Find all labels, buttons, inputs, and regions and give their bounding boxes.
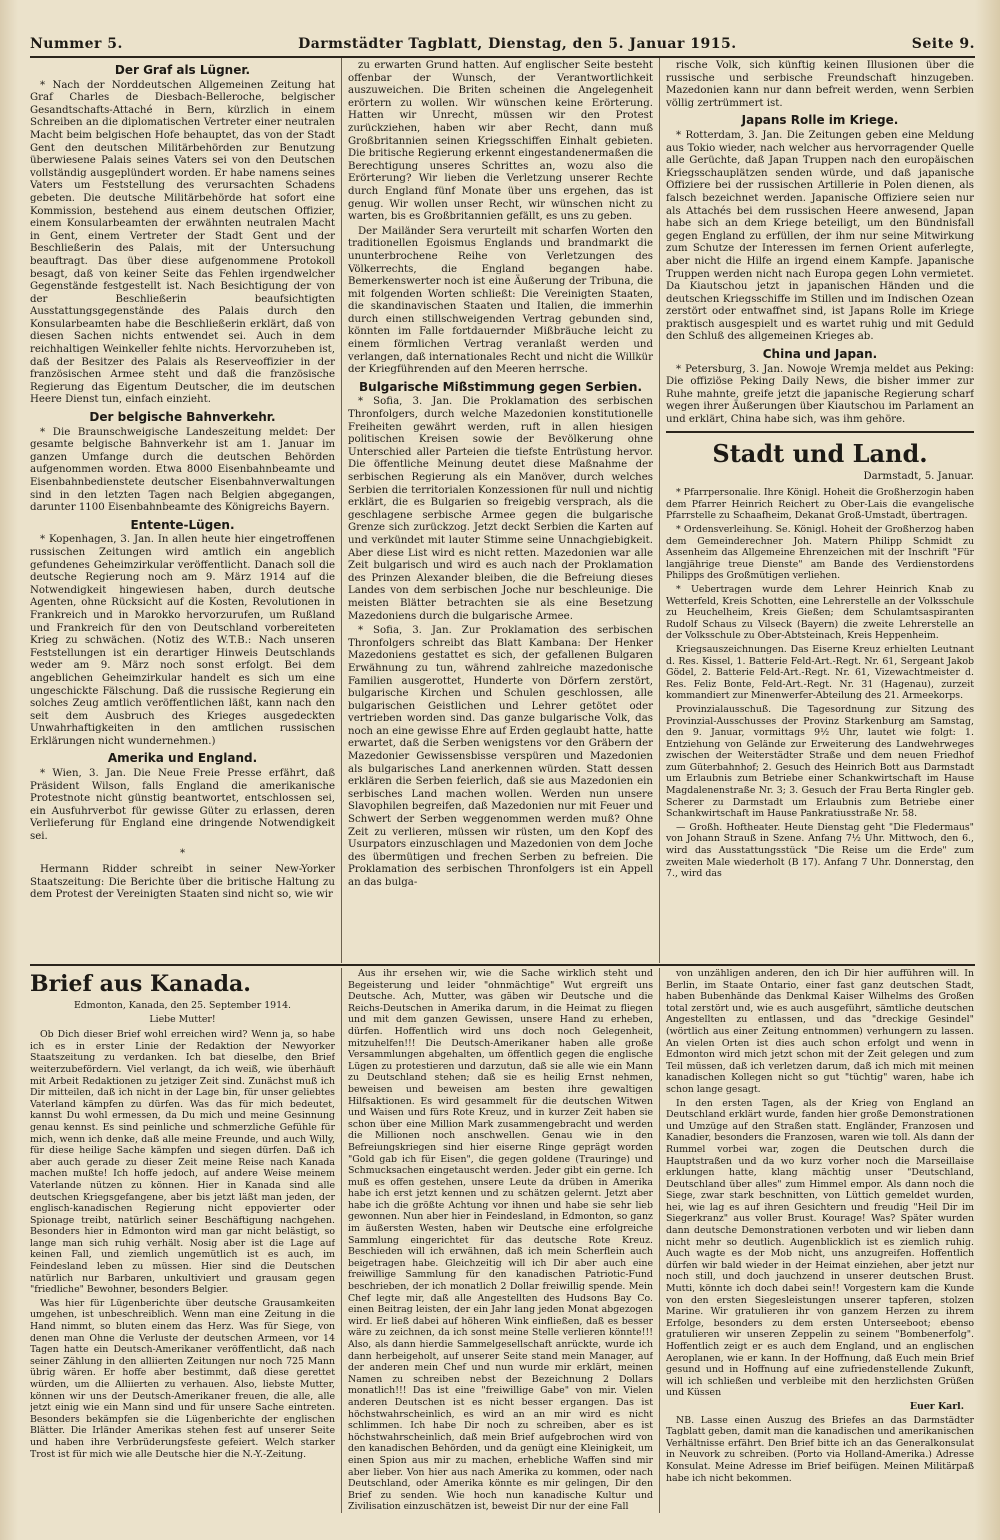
- masthead: [30, 34, 975, 54]
- masthead-rule: [30, 56, 975, 58]
- news-item: * Ordensverleihung. Se. Königl. Hoheit der Großherzog haben dem Gemeinderechner Joh. Matern Philipp Schmidt zu Assenheim das Allgemeine Ehrenzeichen mit der Inschrift "Für langjährige treue Dienste" am Bande des Verdienstordens Philipps des Großmütigen verliehen.: [666, 524, 974, 582]
- separator-star: *: [179, 847, 186, 859]
- letter-body: von unzähligen anderen, den ich Dir hier aufführen will. In Berlin, im Staate Ontario, einer fast ganz deutschen Stadt, haben Bubenhände das Denkmal Kaiser Wilhelms des Großen total zerstört und, wie es auch ausgeführt, sämtliche deutschen Angestellten zu entlassen, und das "dreckige Gesindel" (wörtlich aus einer Zeitung entnommen) verhungern zu lassen. An vielen Orten ist dies auch schon erfolgt und wenn in Edmonton wird mich jetzt schon mit der Zeit gelegen und zum Teil müssen, daß ich verletzen darum, daß ich mich mit meinen kanadischen Kollegen nicht so gut "tüchtig" waren, habe ich schon lange gesagt.: [666, 968, 974, 1095]
- letter-body: In den ersten Tagen, als der Krieg von England an Deutschland erklärt wurde, fanden hier große Demonstrationen und Umzüge auf den Straßen statt. Engländer, Franzosen und Kanadier, besonders die Franzosen, waren wie toll. Als dann der Rummel vorbei war, zogen die Deutschen durch die Hauptstraßen und da wo kurz vorher noch die Marseillaise erklungen hatte, klang mächtig unser "Deutschland, Deutschland über alles" zum Himmel empor. Als dann noch die Siege, zwar stark beschnitten, von Lüttich gemeldet wurden, hei, wie lag es auf ihren Gesichtern und freudig "Heil Dir im Siegerkranz" aus voller Brust. Kourage! Was? Später wurden dann deutsche Demonstrationen verboten und wir lieben dann nicht mehr so deutlich. Augenblicklich ist es ziemlich ruhig. Auch wagte es der Mob nicht, uns anzugreifen. Hoffentlich dürfen wir bald wieder in der Heimat einziehen, aber jetzt nur noch still, und doch jauchzend in unserer deutschen Brust. Mutti, könnte ich doch dabei sein!! Vorgestern kam die Kunde von den ersten Siegesleistungen unserer tapferen, stolzen Marine. Wir gratulieren ihr von ganzem Herzen zu ihrem Erfolge, besonders zu dem ersten Unterseeboot; ebenso gratulieren wir unseren Zeppelin zu seinem "Bombenerfolg". Hoffentlich zeigt er es auch dem England, und an englischen Aeroplanen, wie er kann. In der Hoffnung, daß Euch mein Brief gesund und in Hoffnung auf eine zufriedenstellende Zukunft, will ich schließen und verbleibe mit den herzlichsten Grüßen und Küssen: [666, 1097, 974, 1399]
- article-title: Japans Rolle im Kriege.: [741, 113, 899, 128]
- article-body: Der Mailänder Sera verurteilt mit scharfen Worten den traditionellen Egoismus Englands und brandmarkt die ununterbrochene Reihe von Verletzungen des Völkerrechts, die England begangen habe. Bemerkenswerter noch ist eine Äußerung der Tribuna, die mit folgenden Worten schließt: Die Vereinigten Staaten, die skandinavischen Staaten und Italien, die immerhin durch einen stillschweigenden Vertrag gebunden sind, könnten im Falle fortdauernder Mißbräuche leicht zu einem förmlichen Vertrag veranlaßt werden und verlangen, daß internationales Recht und nicht die Willkür der Kriegführenden auf den Meeren herrsche.: [348, 225, 653, 376]
- column-3: [666, 60, 974, 960]
- article-title: China und Japan.: [762, 347, 878, 362]
- article-title: Der belgische Bahnverkehr.: [89, 410, 276, 425]
- article-title: Amerika und England.: [107, 751, 258, 766]
- column-divider: [341, 58, 342, 963]
- letter-postscript: NB. Lasse einen Auszug des Briefes an das Darmstädter Tagblatt geben, damit man die kanadischen und amerikanischen Verhältnisse erfährt. Den Brief bitte ich an das Generalkonsulat in Neuvork zu schreiben. (Porto via Holland-Amerika.) Adresse Konsulat. Meine Adresse im Brief beifügen. Meinen Militärpaß habe ich nicht bekommen.: [666, 1414, 974, 1484]
- section-divider: [30, 964, 975, 966]
- article-body: * Sofia, 3. Jan. Die Proklamation des serbischen Thronfolgers, durch welche Mazedonien konstitutionelle Freiheiten gewährt werden, ruft in allen hiesigen politischen Kreisen sowie der Bevölkerung ohne Unterschied aller Parteien die tiefste Entrüstung hervor. Die öffentliche Meinung deutet diese Maßnahme der serbischen Regierung als ein Manöver, durch welches Serbien die territorialen Konzessionen für null und nichtig erklärt, die es Bulgarien so freigebig versprach, als die geschlagene serbische Armee gegen die bulgarische Grenze sich zurückzog. Jetzt deckt Serbien die Karten auf und verkündet mit lauter Stimme seine Unnachgiebigkeit. Aber diese List wird es nicht retten. Mazedonien war alle Zeit bulgarisch und wird es auch nach der Proklamation des Prinzen Alexander bleiben, die die Befreiung dieses Landes von dem serbischen Joche nur beschleunige. Die meisten Blätter betrachten sie als eine Besetzung Mazedoniens durch die bulgarische Armee.: [348, 396, 653, 622]
- paper-title: Darmstädter Tagblatt, Dienstag, den 5. Januar 1915.: [298, 36, 737, 52]
- column-1: [30, 60, 335, 960]
- letter-column-3: [666, 968, 974, 1513]
- letter-title: Brief aus Kanada.: [30, 971, 251, 997]
- news-item: * Uebertragen wurde dem Lehrer Heinrich Knab zu Wetterfeld, Kreis Schotten, eine Lehrerstelle an der Volksschule zu Heuchelheim, Kreis Gießen; dem Schulamtsaspiranten Rudolf Schaus zu Vilseck (Bayern) die zweite Lehrerstelle an der Volksschule zu Ober-Abtsteinach, Kreis Heppenheim.: [666, 583, 974, 642]
- article-title: Entente-Lügen.: [130, 517, 235, 532]
- letter-body: Was hier für Lügenberichte über deutsche Grausamkeiten umgehen, ist unbeschreiblich. Wenn man eine Zeitung in die Hand nimmt, so bluten einem das Herz. Was für Siege, von denen man Ohne die Verluste der deutschen Armeen, vor 14 Tagen hatte ein Deutsch-Amerikaner veröffentlicht, daß nach seiner Zählung in den alliierten Zeitungen nur noch 725 Mann übrig wären. Er hoffe aber bestimmt, daß diese gerettet würden, um die Alliierten zu verhauen. Also, liebste Mutter, können wir uns der Deutsch-Amerikaner freuen, die alle, alle jetzt einig wie ein Mann sind und für unsere Sache eintreten. Besonders bekämpfen sie die Lügenberichte der englischen Blätter. Die Irländer Amerikas stehen fest auf unserer Seite und haben ihre Verbrüderungsfeste gefeiert. Welch starker Trost ist für mich wie alle Deutsche hier die N.-Y.-Zeitung.: [30, 1297, 335, 1460]
- article-body: * Sofia, 3. Jan. Zur Proklamation des serbischen Thronfolgers schreibt das Blatt Kambana: Der Henker Mazedoniens gestattet es sich, der gefallenen Bulgaren Erwähnung zu tun, während zahlreiche mazedonische Familien ausgerottet, Hunderte von Dörfern zerstört, bulgarische Kirchen und Schulen geschlossen, alle bulgarischen Geistlichen und Lehrer getötet oder vertrieben worden sind. Das ganze bulgarische Volk, das noch an eine gewisse Ehre auf Erden geglaubt hatte, hatte erwartet, daß die Serben wenigstens vor den Gräbern der Mazedonier Gewissensbisse verspüren und Mazedonien als bulgarisches Land anerkennen würden. Statt dessen erklären die Serben feierlich, daß sie aus Mazedonien ein serbisches Land machen wollen. Werden nun unsere Slavophilen begreifen, daß Mazedonien nur mit Feuer und Schwert der Serben weggenommen werden muß? Ohne Zeit zu verlieren, müssen wir rüsten, um den Kopf des Usurpators einzuschlagen und Mazedonien von dem Joche des übermütigen und frechen Serben zu befreien. Die Proklamation des serbischen Thronfolgers ist ein Appell an das bulga-: [348, 625, 653, 888]
- column-2: [348, 60, 653, 960]
- news-item: — Großh. Hoftheater. Heute Dienstag geht "Die Fledermaus" von Johann Strauß in Szene. Anfang 7½ Uhr. Mittwoch, den 6., wird das Ausstattungsstück "Die Reise um die Erde" zum zweiten Male wiederholt (B 17). Anfang 7 Uhr. Donnerstag, den 7., wird das: [666, 821, 974, 880]
- letter-signature: Euer Karl.: [909, 1400, 964, 1412]
- column-divider: [659, 968, 660, 1513]
- article-body: * Petersburg, 3. Jan. Nowoje Wremja meldet aus Peking: Die offiziöse Peking Daily News, die bisher immer zur Ruhe mahnte, greife jetzt die japanische Regierung scharf wegen ihrer Äußerungen über Kiautschou im Parlament an und erklärt, China habe sich, was ihm gehöre.: [666, 363, 974, 426]
- article-body: * Wien, 3. Jan. Die Neue Freie Presse erfährt, daß Präsident Wilson, falls England die amerikanische Protestnote nicht günstig beantwortet, entschlossen sei, ein Ausfuhrverbot für gewisse Güter zu erlassen, deren Verlieferung für England eine dringende Notwendigkeit sei.: [30, 768, 335, 843]
- news-item: Provinzialausschuß. Die Tagesordnung zur Sitzung des Provinzial-Ausschusses der Provinz Starkenburg am Samstag, den 9. Januar, vormittags 9½ Uhr, lautet wie folgt: 1. Entziehung von Gelände zur Erweiterung des Landwehrweges zwischen der Weiterstädter Straße und dem neuen Friedhof zum Güterbahnhof; 2. Gesuch des Heinrich Bott aus Darmstadt um Erlaubnis zum Betriebe einer Schankwirtschaft im Hause Magdalenenstraße Nr. 3; 3. Gesuch der Frau Berta Ringler geb. Scherer zu Darmstadt um Erlaubnis zum Betriebe einer Schankwirtschaft im Hause Pankratiusstraße Nr. 58.: [666, 703, 974, 820]
- letter-column-2: [348, 968, 653, 1513]
- page-number: Seite 9.: [911, 36, 975, 52]
- article-title: Der Graf als Lügner.: [114, 63, 251, 77]
- letter-greeting: Liebe Mutter!: [149, 1013, 216, 1025]
- article-body: * Kopenhagen, 3. Jan. In allen heute hier eingetroffenen russischen Zeitungen wird amtlich ein angeblich gefundenes Geheimzirkular veröffentlicht. Danach soll die deutsche Regierung noch am 9. März 1914 auf die Notwendigkeit hingewiesen haben, durch deutsche Agenten, ohne Rücksicht auf die Kosten, Revolutionen in Frankreich und in Marokko hervorzurufen, um Rußland und Frankreich für den von Deutschland vorbereiteten Krieg zu schwächen. (Notiz des W.T.B.: Nach unseren Feststellungen ist ein derartiger Hinweis Deutschlands weder am 9. März noch sonst erfolgt. Bei dem angeblichen Geheimzirkular handelt es sich um eine ungeschickte Fälschung. Daß die russische Regierung ein solches Zeug amtlich veröffentlichen läßt, kann nach den seit dem Ausbruch des Krieges ausgedeckten Unwahrhaftigkeiten in den amtlichen russischen Erklärungen nicht wundernehmen.): [30, 534, 335, 747]
- section-title: Stadt und Land.: [712, 438, 928, 468]
- news-item: Kriegsauszeichnungen. Das Eiserne Kreuz erhielten Leutnant d. Res. Kissel, 1. Batterie Feld-Art.-Regt. Nr. 61, Sergeant Jakob Gödel, 2. Batterie Feld-Art.-Regt. Nr. 61, Vizewachtmeister d. Res. Feliz Bonte, Feld-Art.-Regt. Nr. 31 (Hagenau), zurzeit kommandiert zur Minenwerfer-Abteilung des 21. Armeekorps.: [666, 643, 974, 702]
- column-divider: [341, 968, 342, 1513]
- letter-dateline: Edmonton, Kanada, den 25. September 1914.: [73, 1000, 292, 1011]
- article-body: * Nach der Norddeutschen Allgemeinen Zeitung hat Graf Charles de Diesbach-Belleroche, belgischer Gesandtschafts-Attaché in Bern, kürzlich in einem Schreiben an die diplomatischen Vertreter einer neutralen Macht beim belgischen Hofe behauptet, das von der Stadt Gent den deutschen Militärbehörden zur Benutzung überwiesene Palais seines Vaters sei von den Deutschen vollständig ausgeplündert worden. Er habe namens seines Vaters um Feststellung des verursachten Schadens gebeten. Die deutsche Militärbehörde hat sofort eine Kommission, bestehend aus einem deutschen Offizier, einem Konsularbeamten der erwähnten neutralen Macht in Gent, einem Vertreter der Stadt Gent und der Beschließerin des Palais, mit der Untersuchung beauftragt. Das über diese aufgenommene Protokoll besagt, daß von keiner Seite das Fehlen irgendwelcher Gegenstände festgestellt ist. Nach Besichtigung der von der Beschließerin beaufsichtigten Ausstattungsgegenstände des Palais durch den Konsularbeamten habe die Beschließerin erklärt, daß von diesen Sachen nichts entwendet sei. Auch in dem reichhaltigen Weinkeller fehlte nichts. Hervorzuheben ist, daß der Besitzer des Palais als Reserveoffizier in der französischen Armee steht und daß die französische Regierung das Eigentum Deutscher, die im deutschen Heere Dienst tun, einfach einzieht.: [30, 79, 335, 406]
- article-body: * Die Braunschweigische Landeszeitung meldet: Der gesamte belgische Bahnverkehr ist am 1. Januar im ganzen Umfange durch die deutschen Behörden aufgenommen worden. Etwa 8000 Eisenbahnbeamte und Eisenbahnbedienstete deutscher Eisenbahnverwaltungen sind in den letzten Tagen nach Belgien abgegangen, darunter 1100 Eisenbahnbeamte des Königreichs Bayern.: [30, 426, 335, 514]
- article-body: Hermann Ridder schreibt in seiner New-Yorker Staatszeitung: Die Berichte über die britische Haltung zu dem Protest der Vereinigten Staaten sind nicht so, wie wir: [30, 864, 335, 901]
- letter-column-1: [30, 968, 335, 1513]
- letter-body: Aus ihr ersehen wir, wie die Sache wirklich steht und Begeisterung und leider "ohnmächtige" Wut ergreift uns Deutsche. Ach, Mutter, was gäben wir Deutsche und die Reichs-Deutschen in Amerika darum, in die Heimat zu fliegen und mit dem ganzen Gewissen, unsere Hand zu erheben, dürfen. Hoffentlich wird uns doch noch Gelegenheit, mitzuhelfen!!! Die Deutsch-Amerikaner haben alle große Versammlungen abgehalten, um öffentlich gegen die englische Lügen zu protestieren und darzutun, daß sie alle wie ein Mann zu Deutschland stehen; daß sie es heilig Ernst nehmen, beweisen und beweisen am besten ihre gewaltigen Hilfsaktionen. Es wird gesammelt für die deutschen Witwen und Waisen und fürs Rote Kreuz, und in kurzer Zeit haben sie schon über eine Million Mark zusammengebracht und werden die Millionen noch anschwellen. Genau wie in den Befreiungskriegen sind hier eiserne Ringe geprägt worden "Gold gab ich für Eisen", die gegen goldene (Trauringe) und Schmucksachen eingetauscht werden. Jeder gibt ein gerne. Ich muß es offen gestehen, unsere Leute da drüben in Amerika habe ich erst jetzt kennen und zu schätzen gelernt. Jetzt aber habe ich die größte Achtung vor ihnen und habe sie sehr lieb gewonnen. Nun aber hier in Feindesland, in Edmonton, so ganz im äußersten Westen, haben wir Deutsche eine erfolgreiche Sammlung eingerichtet für das deutsche Rote Kreuz. Beschieden will ich erwähnen, daß ich mein Scherflein auch beigetragen habe. Gleichzeitig will ich Dir aber auch eine freiwillige Sammlung für den kanadischen Patriotic-Fund beschrieben, der ich monatlich 2 Dollar freiwillig spende. Mein Chef legte mir, daß alle Angestellten des Hudsons Bay Co. einen Beitrag leisten, der ein Jahr lang jeden Monat abgezogen wird. Er ließ dabei auf höheren Wink einfließen, daß es besser wäre zu zeichnen, da ich sonst meine Stelle verlieren könnte!!! Also, als dann hierdie Sammelgesellschaft anrückte, wurde ich dann herbeigeholt, auf unserer Seite stand mein Manager, auf der anderen mein Chef und nun wurde mir erklärt, meinen Namen zu schreiben nebst der Bezeichnung 2 Dollars monatlich!!! Das ist eine "freiwillige Gabe" von mir. Vielen anderen Deutschen ist es nicht besser ergangen. Das ist höchstwahrscheinlich, es wird an an mir wird es nicht schlimmen. Ich habe Dir noch zu schreiben, aber es ist höchstwahrscheinlich, daß mein Brief aufgebrochen wird von den kanadischen Behörden, und da genügt eine Kleinigkeit, um einen Spion aus mir zu machen, erhebliche Waffen sind mir aber lieber. Von hier aus nach Amerika zu kommen, oder nach Deutschland, oder Amerika könnte es mir gelingen, Dir den Brief zu senden. Wie hoch nun kanadische Kultur und Zivilisation einzuschätzen ist, beweist Dir nur der eine Fall: [348, 968, 653, 1513]
- article-body: zu erwarten Grund hatten. Auf englischer Seite besteht offenbar der Wunsch, der Verantwortlichkeit auszuweichen. Die Briten scheinen die Angelegenheit erörtern zu wollen. Wir wünschen keine Erörterung. Hatten wir Unrecht, müssen wir den Protest zurückziehen, haben wir aber Recht, dann muß Großbritannien seinen Kriegsschiffen Einhalt gebieten. Die britische Regierung erkennt eingestandenermaßen die Berechtigung unseres Schrittes an, wozu also die Erörterung? Wir lieben die Verletzung unserer Rechte durch England fünf Monate über uns ergehen, das ist genug. Wir wollen unser Recht, wir wünschen nicht zu warten, bis es Großbritannien gefällt, es uns zu geben.: [348, 60, 653, 223]
- article-body: * Rotterdam, 3. Jan. Die Zeitungen geben eine Meldung aus Tokio wieder, nach welcher aus hervorragender Quelle alle Gerüchte, daß Japan Truppen nach den europäischen Kriegsschauplätzen senden würde, und daß japanische Offiziere bei der russischen Artillerie in Polen dienen, als falsch bezeichnet werden. Japanische Offiziere seien nur als Attachés bei dem russischen Heere anwesend, Japan habe sich an dem Kriege beteiligt, um den Bündnisfall gegen England zu erfüllen, der ihm nur seine Mitwirkung zum Schutze der Interessen im fernen Orient auferlegte, aber nicht die Hilfe an irgend einem Kampfe. Japanische Truppen werden nicht nach Europa gegen Lohn vermietet. Da Kiautschou jetzt in japanischen Händen und die deutschen Kriegsschiffe im Stillen und im Indischen Ozean zerstört oder entwaffnet sind, ist Japans Rolle im Kriege praktisch ausgespielt und es wartet ruhig und mit Geduld den Schluß des allgemeinen Krieges ab.: [666, 129, 974, 343]
- letter-body: Ob Dich dieser Brief wohl erreichen wird? Wenn ja, so habe ich es in erster Linie der Redaktion der Newyorker Staatszeitung zu verdanken. Ich bat dieselbe, den Brief weiterzubefördern. Viel verlangt, da ich weiß, wie überhäuft mit Arbeit Redaktionen zu jetziger Zeit sind. Zunächst muß ich Dir mitteilen, daß ich nicht in der Lage bin, für unser geliebtes Vaterland kämpfen zu dürfen. Was das für mich bedeutet, kannst Du wohl ermessen, da Du mich und meine Gesinnung genau kennst. Es sind peinliche und schmerzliche Gefühle für mich, wenn ich denke, daß alle meine Freunde, und auch Willy, für diese heilige Sache kämpfen und siegen dürfen. Daß ich aber auch gerade zu dieser Zeit meine Reise nach Kanada machen mußte! Ich hoffe jedoch, auf andere Weise meinem Vaterlande nützen zu können. Hier in Kanada sind alle deutschen Kriegsgefangene, aber bis jetzt läßt man jeden, der englisch-kanadischen Regierung nicht eppovierter oder Spionage treibt, natürlich seiner Beschäftigung nachgehen. Besonders hier in Edmonton wird man gar nicht belästigt, so lange man sich ruhig verhält. Nosig aber ist die Lage auf keinen Fall, und ziemlich ungemütlich ist es auch, im Feindesland leben zu müssen. Hier sind die Deutschen natürlich nur Barbaren, unkultiviert und grausam gegen "friedliche" Bewohner, besonders Belgier.: [30, 1029, 335, 1296]
- article-title: Bulgarische Mißstimmung gegen Serbien.: [359, 379, 642, 394]
- article-body: rische Volk, sich künftig keinen Illusionen über die russische und serbische Freundschaft hinzugeben. Mazedonien kann nur dann befreit werden, wenn Serbien völlig zertrümmert ist.: [666, 60, 974, 109]
- section-rule: [666, 431, 974, 433]
- column-divider: [659, 58, 660, 963]
- dateline: Darmstadt, 5. Januar.: [863, 470, 974, 482]
- issue-number: Nummer 5.: [30, 36, 123, 52]
- news-item: * Pfarrpersonalie. Ihre Königl. Hoheit die Großherzogin haben dem Pfarrer Heinrich Reichert zu Ober-Lais die evangelische Pfarrstelle zu Schaafheim, Dekanat Groß-Umstadt, übertragen.: [666, 487, 974, 522]
